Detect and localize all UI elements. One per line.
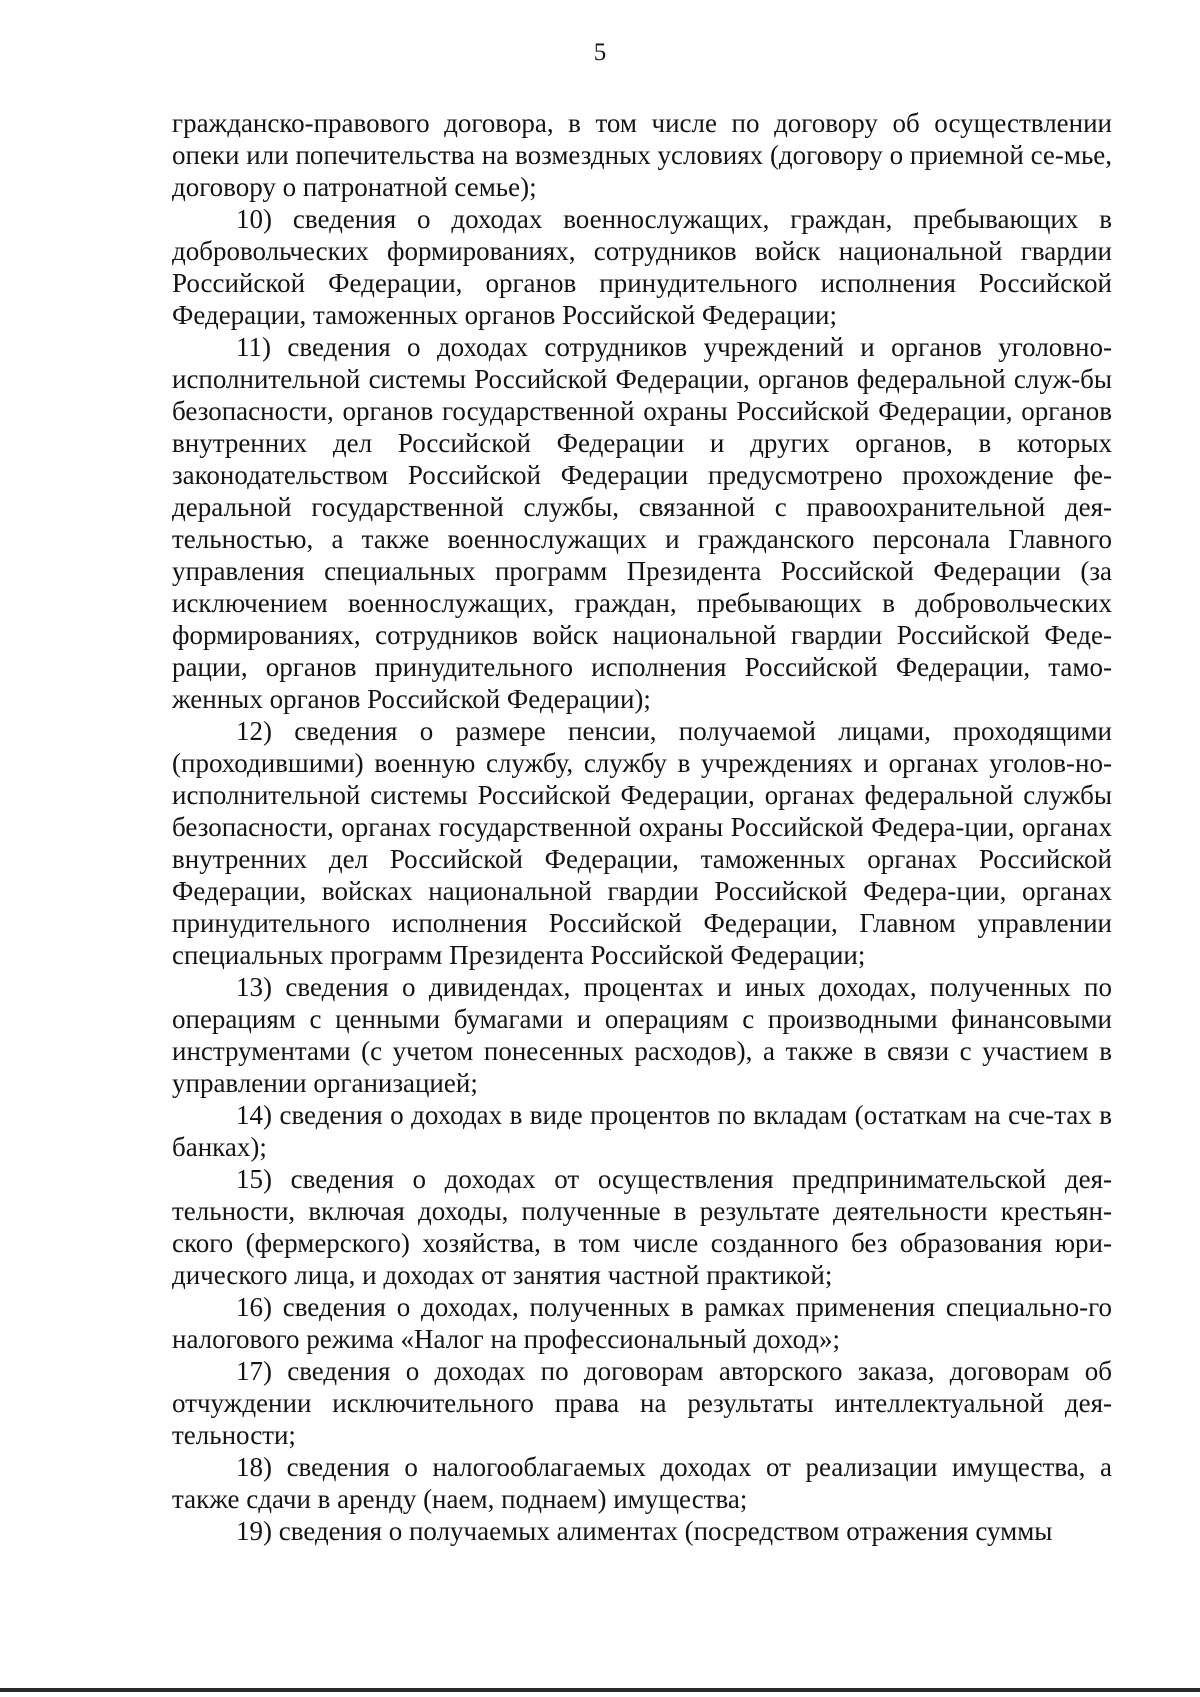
list-item-15: 15) сведения о доходах от осуществления предпринимательской дея-тельности, включая доходы, полученные в результате деятельности крестьян-ского (фермерского) хозяйства, в том числе созданного без образования юри-дического лица, и доходах от занятия частной практикой; (172, 1164, 1112, 1290)
list-item-14: 14) сведения о доходах в виде процентов по вкладам (остаткам на сче-тах в банках); (172, 1100, 1112, 1162)
list-item-18: 18) сведения о налогооблагаемых доходах от реализации имущества, а также сдачи в аренду (наем, поднаем) имущества; (172, 1452, 1112, 1514)
list-item-16: 16) сведения о доходах, полученных в рамках применения специально-го налогового режима «Налог на профессиональный доход»; (172, 1292, 1112, 1354)
page-number: 5 (593, 39, 607, 66)
list-item-10: 10) сведения о доходах военнослужащих, граждан, пребывающих в добровольческих формированиях, сотрудников войск национальной гвардии Российской Федерации, органов принудительного исполнения Российской Федерации, таможенных органов Российской Федерации; (172, 204, 1112, 330)
list-item-11: 11) сведения о доходах сотрудников учреждений и органов уголовно-исполнительной системы Российской Федерации, органов федеральной служ-бы безопасности, органов государственной охраны Российской Федерации, органов внутренних дел Российской Федерации и других органов, в которых законодательством Российской Федерации предусмотрено прохождение фе-деральной государственной службы, связанной с правоохранительной дея-тельностью, а также военнослужащих и гражданского персонала Главного управления специальных программ Президента Российской Федерации (за исключением военнослужащих, граждан, пребывающих в добровольческих формированиях, сотрудников войск национальной гвардии Российской Феде-рации, органов принудительного исполнения Российской Федерации, тамо-женных органов Российской Федерации); (172, 332, 1112, 714)
paragraph-continuation: гражданско-правового договора, в том числе по договору об осуществлении опеки или попечительства на возмездных условиях (договору о приемной се-мье, договору о патронатной семье); (172, 108, 1112, 202)
list-item-17: 17) сведения о доходах по договорам авторского заказа, договорам об отчуждении исключительного права на результаты интеллектуальной дея-тельности; (172, 1356, 1112, 1450)
list-item-19: 19) сведения о получаемых алиментах (посредством отражения суммы (236, 1516, 1053, 1546)
list-item-13: 13) сведения о дивидендах, процентах и иных доходах, полученных по операциям с ценными бумагами и операциям с производными финансовыми инструментами (с учетом понесенных расходов), а также в связи с участием в управлении организацией; (172, 972, 1112, 1098)
list-item-12: 12) сведения о размере пенсии, получаемой лицами, проходящими (проходившими) военную службу, службу в учреждениях и органах уголов-но-исполнительной системы Российской Федерации, органах федеральной службы безопасности, органах государственной охраны Российской Федера-ции, органах внутренних дел Российской Федерации, таможенных органах Российской Федерации, войсках национальной гвардии Российской Федера-ции, органах принудительного исполнения Российской Федерации, Главном управлении специальных программ Президента Российской Федерации; (172, 716, 1112, 970)
scan-bottom-edge (0, 1688, 1200, 1692)
document-body (172, 107, 1112, 1547)
